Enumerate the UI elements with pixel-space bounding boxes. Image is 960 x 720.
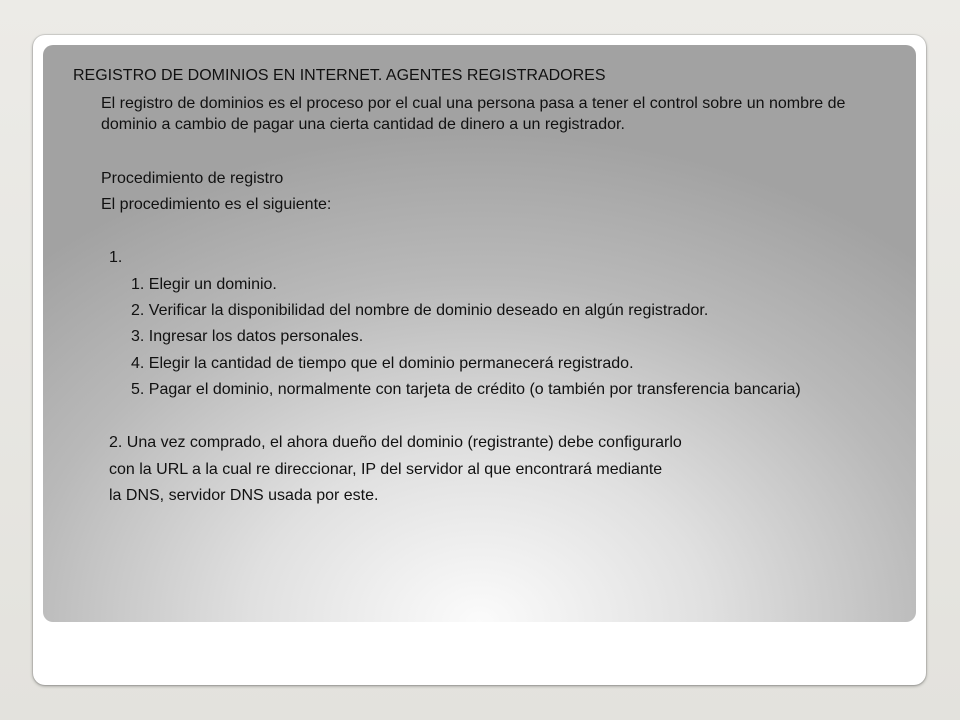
intro-paragraph: El registro de dominios es el proceso por el cual una persona pasa a tener el control sobre un nombre de dominio a cambio de pagar una cierta cantidad de dinero a un registrador. — [101, 95, 846, 133]
step-2-line-2: con la URL a la cual re direccionar, IP del servidor al que encontrará mediante — [109, 461, 663, 478]
procedure-intro: El procedimiento es el siguiente: — [101, 196, 332, 213]
step-2-line-3: la DNS, servidor DNS usada por este. — [109, 487, 379, 504]
procedure-heading: Procedimiento de registro — [101, 170, 284, 187]
slide-title: REGISTRO DE DOMINIOS EN INTERNET. AGENTES REGISTRADORES — [73, 67, 606, 84]
substep-5: 5. Pagar el dominio, normalmente con tarjeta de crédito (o también por transferencia bancaria) — [131, 381, 801, 398]
substep-4: 4. Elegir la cantidad de tiempo que el dominio permanecerá registrado. — [131, 355, 634, 372]
step-1-label: 1. — [109, 249, 123, 266]
substep-3: 3. Ingresar los datos personales. — [131, 328, 364, 345]
step-2-line-1: 2. Una vez comprado, el ahora dueño del dominio (registrante) debe configurarlo — [109, 434, 682, 451]
substep-2: 2. Verificar la disponibilidad del nombre de dominio deseado en algún registrador. — [131, 302, 709, 319]
substep-1: 1. Elegir un dominio. — [131, 276, 277, 293]
